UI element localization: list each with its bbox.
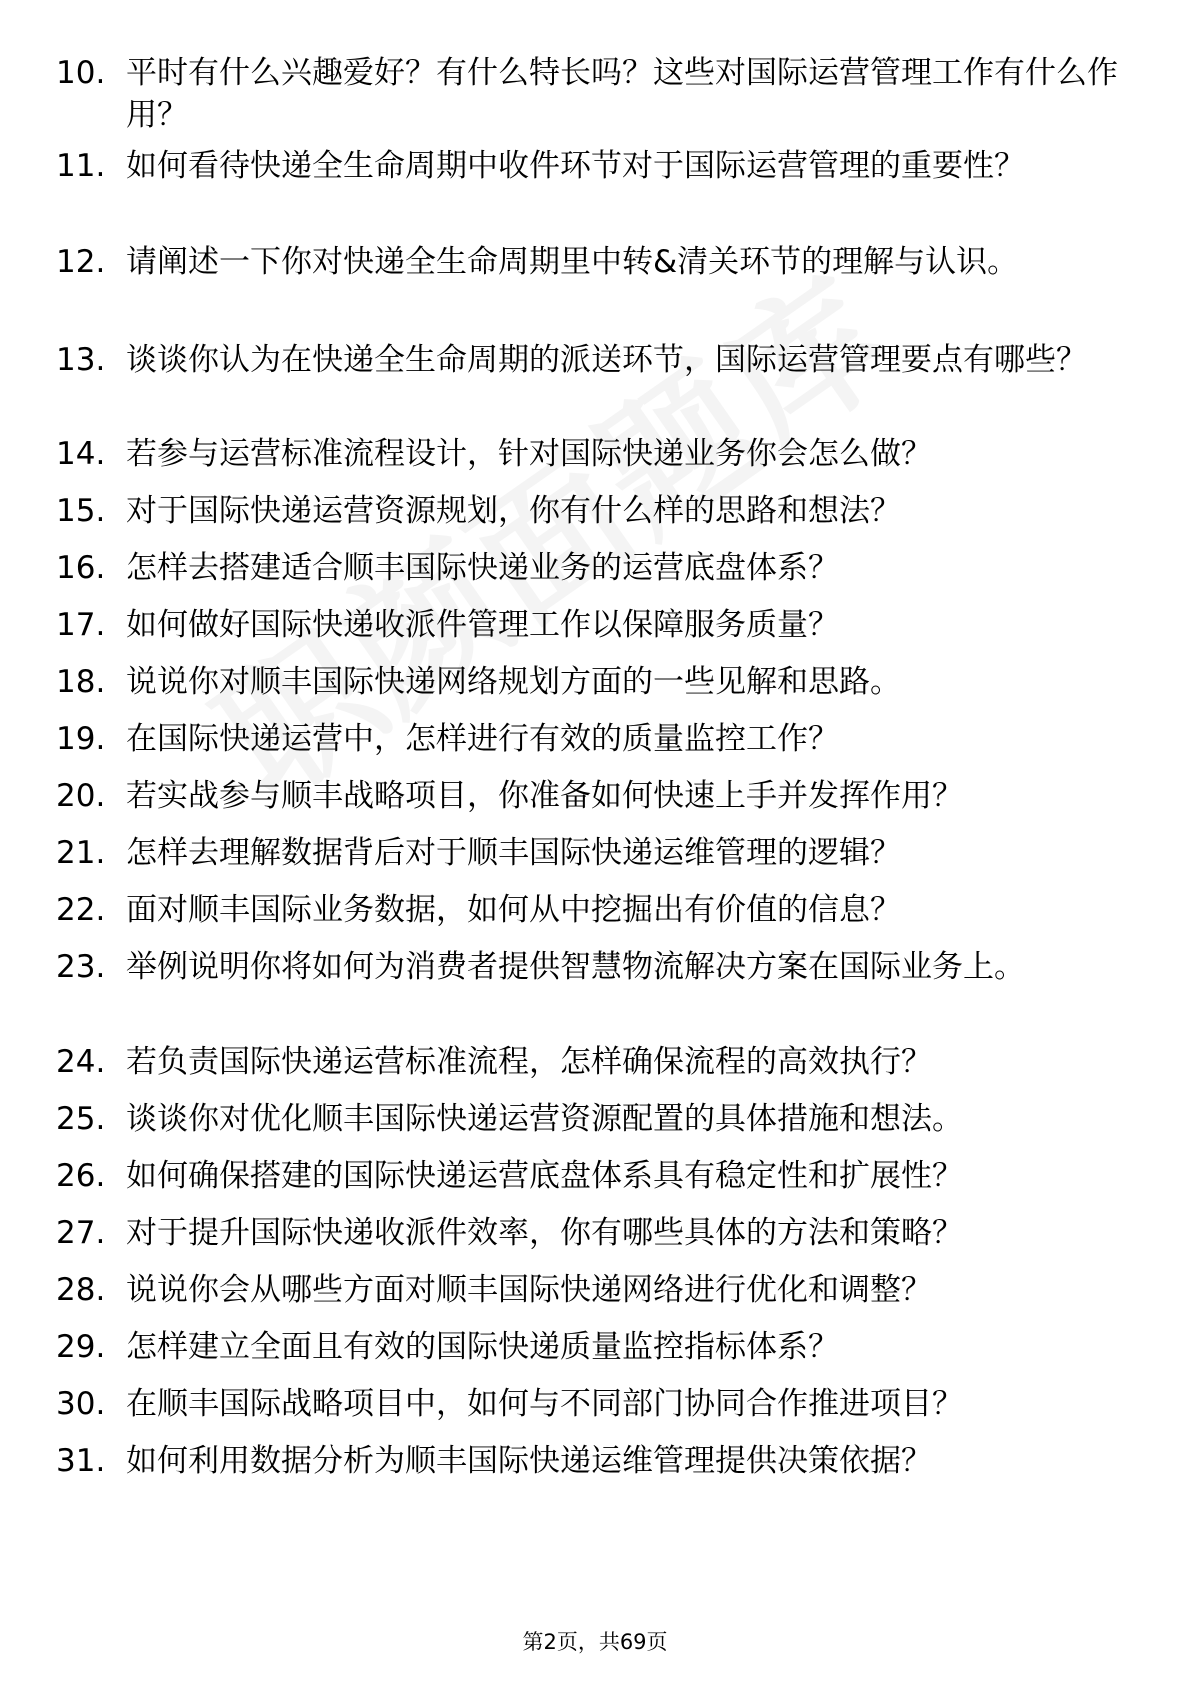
question-text: 谈谈你认为在快递全生命周期的派送环节，国际运营管理要点有哪些？: [126, 342, 1087, 378]
question-number: 11.: [56, 148, 106, 184]
question-number: 14.: [56, 436, 106, 472]
question-text: 平时有什么兴趣爱好？有什么特长吗？这些对国际运营管理工作有什么作用？: [126, 55, 1118, 133]
question-number: 20.: [56, 778, 106, 814]
question-text: 如何利用数据分析为顺丰国际快递运维管理提供决策依据？: [126, 1443, 932, 1479]
question-text: 怎样去理解数据背后对于顺丰国际快递运维管理的逻辑？: [126, 835, 901, 871]
question-number: 17.: [56, 607, 106, 643]
question-text: 说说你对顺丰国际快递网络规划方面的一些见解和思路。: [126, 664, 901, 700]
question-text: 若负责国际快递运营标准流程，怎样确保流程的高效执行？: [126, 1044, 932, 1080]
question-text: 怎样去搭建适合顺丰国际快递业务的运营底盘体系？: [126, 550, 839, 586]
question-text: 请阐述一下你对快递全生命周期里中转&清关环节的理解与认识。: [126, 244, 1019, 280]
question-number: 13.: [56, 342, 106, 378]
question-number: 27.: [56, 1215, 106, 1251]
question-number: 15.: [56, 493, 106, 529]
question-text: 如何做好国际快递收派件管理工作以保障服务质量？: [126, 607, 839, 643]
question-number: 29.: [56, 1329, 106, 1365]
question-number: 23.: [56, 949, 106, 985]
question-number: 31.: [56, 1443, 106, 1479]
question-text: 如何看待快递全生命周期中收件环节对于国际运营管理的重要性？: [126, 148, 1025, 184]
question-text: 举例说明你将如何为消费者提供智慧物流解决方案在国际业务上。: [126, 949, 1025, 985]
question-number: 18.: [56, 664, 106, 700]
question-text: 对于国际快递运营资源规划，你有什么样的思路和想法？: [126, 493, 901, 529]
question-number: 30.: [56, 1386, 106, 1422]
question-text: 若参与运营标准流程设计，针对国际快递业务你会怎么做？: [126, 436, 932, 472]
question-number: 12.: [56, 244, 106, 280]
question-text: 谈谈你对优化顺丰国际快递运营资源配置的具体措施和想法。: [126, 1101, 963, 1137]
question-number: 21.: [56, 835, 106, 871]
question-text: 对于提升国际快递收派件效率，你有哪些具体的方法和策略？: [126, 1215, 963, 1251]
page-number: 第2页，共69页: [522, 1630, 668, 1654]
question-number: 16.: [56, 550, 106, 586]
question-number: 22.: [56, 892, 106, 928]
question-text: 说说你会从哪些方面对顺丰国际快递网络进行优化和调整？: [126, 1272, 932, 1308]
question-number: 25.: [56, 1101, 106, 1137]
question-text: 如何确保搭建的国际快递运营底盘体系具有稳定性和扩展性？: [126, 1158, 963, 1194]
question-text: 怎样建立全面且有效的国际快递质量监控指标体系？: [126, 1329, 839, 1365]
question-number: 19.: [56, 721, 106, 757]
question-number: 26.: [56, 1158, 106, 1194]
question-text: 在顺丰国际战略项目中，如何与不同部门协同合作推进项目？: [126, 1386, 963, 1422]
question-number: 28.: [56, 1272, 106, 1308]
question-text: 若实战参与顺丰战略项目，你准备如何快速上手并发挥作用？: [126, 778, 963, 814]
question-number: 24.: [56, 1044, 106, 1080]
question-text: 面对顺丰国际业务数据，如何从中挖掘出有价值的信息？: [126, 892, 901, 928]
question-number: 10.: [56, 55, 106, 91]
question-text: 在国际快递运营中，怎样进行有效的质量监控工作？: [126, 721, 839, 757]
